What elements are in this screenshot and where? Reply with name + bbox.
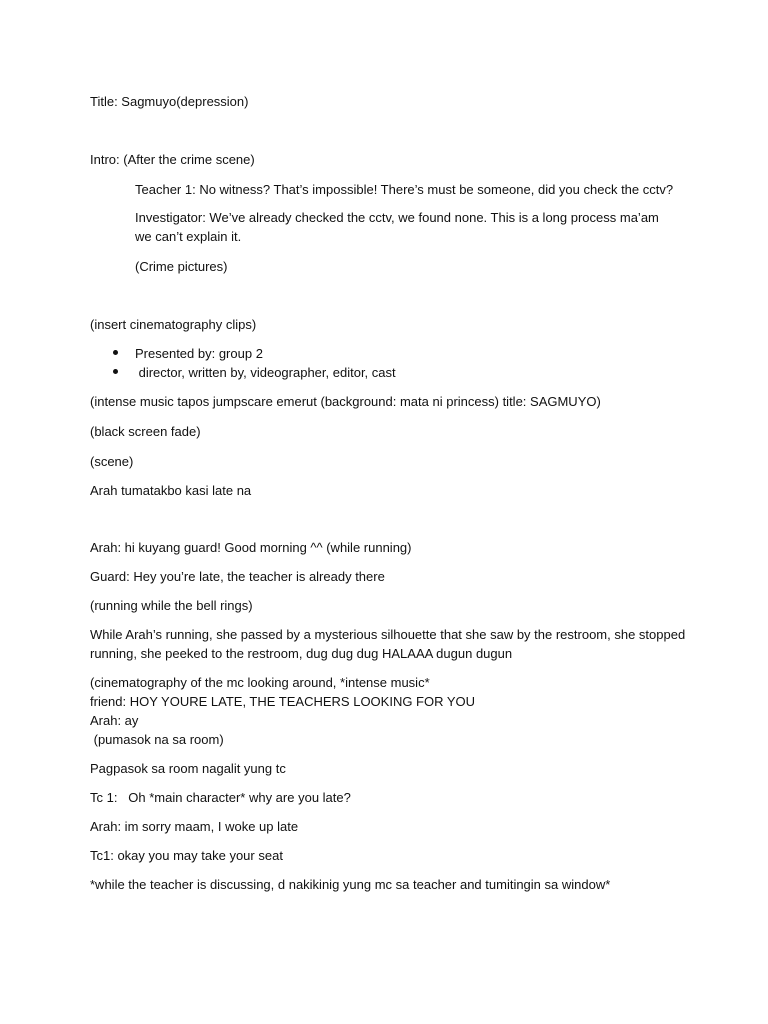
intro-line: Intro: (After the crime scene): [90, 152, 255, 167]
black-screen-note: (black screen fade): [90, 424, 201, 439]
bullet-dot-icon: [113, 350, 118, 355]
cinematography-mc-note: (cinematography of the mc looking around, *intense music*: [90, 675, 430, 690]
bell-rings-note: (running while the bell rings): [90, 598, 253, 613]
pumasok-note: (pumasok na sa room): [90, 732, 224, 747]
investigator-dialogue: Investigator: We’ve already checked the cctv, we found none. This is a long process ma’am we can’t explain it.: [135, 210, 659, 244]
bullet-item-credits: director, written by, videographer, editor, cast: [135, 365, 396, 380]
guard-dialogue: Guard: Hey you’re late, the teacher is already there: [90, 569, 385, 584]
silhouette-line-2: running, she peeked to the restroom, dug dug dug HALAAA dugun dugun: [90, 646, 513, 661]
intense-music-note: (intense music tapos jumpscare emerut (background: mata ni princess) title: SAGMUYO): [90, 394, 601, 409]
silhouette-line-1: While Arah’s running, she passed by a mysterious silhouette that she saw by the restroom, she stopped: [90, 627, 686, 642]
scene-note: (scene): [90, 454, 134, 469]
bullet-dot-icon: [113, 369, 118, 374]
pagpasok-line: Pagpasok sa room nagalit yung tc: [90, 761, 286, 776]
arah-running-line: Arah tumatakbo kasi late na: [90, 483, 252, 498]
friend-dialogue: friend: HOY YOURE LATE, THE TEACHERS LOOKING FOR YOU: [90, 694, 476, 709]
tc1-seat-line: Tc1: okay you may take your seat: [90, 848, 283, 863]
arah-ay-line: Arah: ay: [90, 713, 139, 728]
discussing-note: *while the teacher is discussing, d nakikinig yung mc sa teacher and tumitingin sa window*: [90, 877, 611, 892]
arah-greeting-line: Arah: hi kuyang guard! Good morning ^^ (while running): [90, 540, 412, 555]
tc1-question: Tc 1: Oh *main character* why are you late?: [90, 790, 351, 805]
crime-pictures-note: (Crime pictures): [135, 259, 228, 274]
insert-clips-note: (insert cinematography clips): [90, 317, 257, 332]
teacher1-dialogue: Teacher 1: No witness? That’s impossible! There’s must be someone, did you check the cctv?: [135, 182, 674, 197]
bullet-item-presented-by: Presented by: group 2: [135, 346, 263, 361]
document-title: Title: Sagmuyo(depression): [90, 94, 249, 109]
arah-apology: Arah: im sorry maam, I woke up late: [90, 819, 299, 834]
